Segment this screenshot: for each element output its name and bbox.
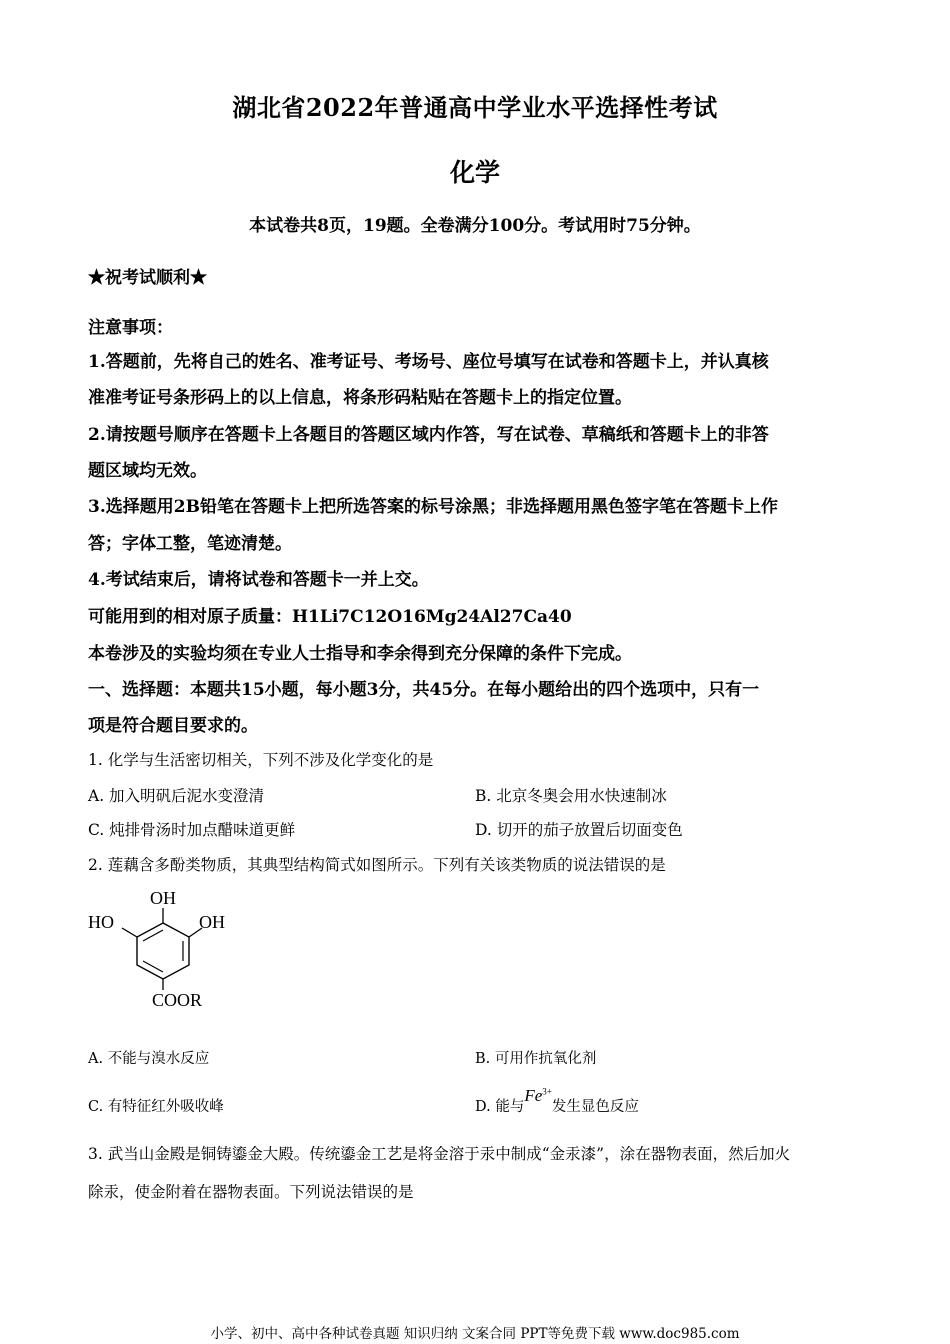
q2-option-b: B. 可用作抗氧化剂	[475, 1051, 597, 1067]
q2-option-a: A. 不能与溴水反应	[88, 1051, 210, 1067]
polyphenol-structure	[84, 882, 244, 1012]
exam-info: 本试卷共8页，19题。全卷满分100分。考试用时75分钟。	[249, 216, 701, 236]
q1-option-b: B. 北京冬奥会用水快速制冰	[475, 787, 667, 805]
q1-option-a: A. 加入明矾后泥水变澄清	[88, 787, 265, 805]
exam-subject: 化学	[449, 158, 500, 187]
exam-title: 湖北省2022年普通高中学业水平选择性考试	[232, 93, 718, 122]
note-line-7: 4.考试结束后，请将试卷和答题卡一并上交。	[88, 570, 429, 590]
note-line-2: 准准考证号条形码上的以上信息，将条形码粘贴在答题卡上的指定位置。	[88, 388, 632, 408]
q2-option-c: C. 有特征红外吸收峰	[88, 1099, 224, 1115]
q3-stem-line-2: 除汞，使金附着在器物表面。下列说法错误的是	[88, 1183, 414, 1201]
q2-stem: 2. 莲藕含多酚类物质，其典型结构简式如图所示。下列有关该类物质的说法错误的是	[88, 856, 666, 874]
q3-stem-line-1: 3. 武当山金殿是铜铸鎏金大殿。传统鎏金工艺是将金溶于汞中制成“金汞漆”，涂在器物表面，然后加火	[88, 1145, 791, 1163]
structure-oh-right: OH	[199, 912, 225, 932]
fe-ion-charge: 3+	[542, 1086, 552, 1097]
fe-ion-symbol: Fe	[524, 1086, 543, 1105]
structure-coor: COOR	[152, 990, 203, 1010]
section-heading-line-1: 一、选择题：本题共15小题，每小题3分，共45分。在每小题给出的四个选项中，只有一	[88, 680, 760, 700]
note-line-4: 题区域均无效。	[88, 461, 207, 481]
note-line-3: 2.请按题号顺序在答题卡上各题目的答题区域内作答，写在试卷、草稿纸和答题卡上的非答	[88, 425, 769, 445]
structure-ho-left: HO	[88, 912, 114, 932]
q2-option-d	[475, 1086, 639, 1116]
note-line-5: 3.选择题用2B铅笔在答题卡上把所选答案的标号涂黑；非选择题用黑色签字笔在答题卡上作	[88, 497, 778, 517]
fe-ion	[524, 1086, 552, 1105]
wish-line: ★祝考试顺利★	[88, 268, 207, 288]
section-heading-line-2: 项是符合题目要求的。	[88, 716, 258, 736]
q1-stem: 1. 化学与生活密切相关，下列不涉及化学变化的是	[88, 751, 434, 769]
notes-heading: 注意事项：	[88, 318, 173, 338]
safety-note: 本卷涉及的实验均须在专业人士指导和李余得到充分保障的条件下完成。	[88, 644, 632, 664]
atomic-masses: 可能用到的相对原子质量：H1Li7C12O16Mg24Al27Ca40	[88, 607, 572, 627]
q2-option-d-suffix: 发生显色反应	[551, 1099, 639, 1115]
q2-option-d-prefix: D. 能与	[475, 1099, 525, 1115]
note-line-1: 1.答题前，先将自己的姓名、准考证号、考场号、座位号填写在试卷和答题卡上，并认真核	[88, 352, 769, 372]
note-line-6: 答；字体工整，笔迹清楚。	[88, 534, 292, 554]
q1-option-c: C. 炖排骨汤时加点醋味道更鲜	[88, 821, 296, 839]
q1-option-d: D. 切开的茄子放置后切面变色	[475, 821, 683, 839]
structure-oh-top: OH	[150, 888, 176, 908]
page-footer: 小学、初中、高中各种试卷真题 知识归纳 文案合同 PPT等免费下载 www.doc985.com	[210, 1326, 740, 1342]
